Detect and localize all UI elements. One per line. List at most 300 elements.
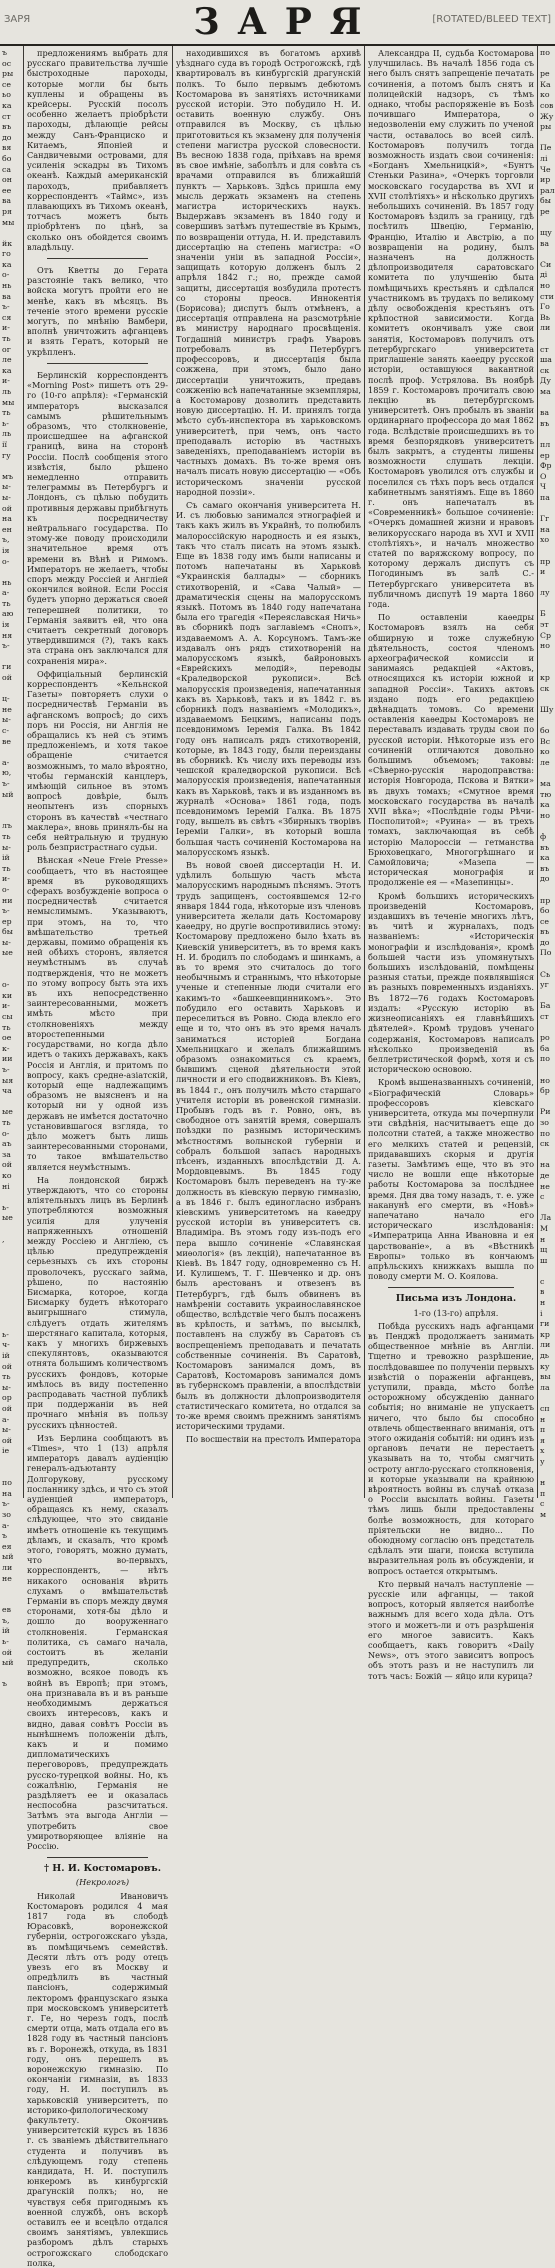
edge-fragment: на [2, 514, 12, 524]
obituary-heading: † Н. И. Костомаровъ. [43, 1863, 162, 1875]
edge-fragment [2, 959, 20, 970]
edge-fragment: уг [540, 980, 549, 990]
edge-fragment: и- [2, 1001, 10, 1011]
obituary-paragraph: Александра II, судьба Костомарова улучшилась. Въ началѣ 1856 года съ него былъ снятъ запрещеніе печатать сочиненія, а потомъ былъ снятъ и полицейскій надзоръ, съ тѣмъ однако, чтобы распоряженіе въ Бозѣ почившаго Императора, о недозволеніи ему служить по ученой части, оставалось во всей силѣ. Костомаровъ получилъ тогда возможность издать свои сочиненія: «Богданъ Хмельницкій», «Бунтъ Стеньки Разина», «Очеркъ торговли московскаго государства въ XVI и XVII столѣтіяхъ» и нѣсколько другихъ небольшихъ сочиненій. Въ 1857 году Костомаровъ ѣздилъ за границу, гдѣ посѣтилъ Швецію, Германію, Францію, Италію и Австрію, а по возвращеніи на родину, былъ назначенъ на должность дѣлопроизводителя саратовскаго комитета по улучшенію быта помѣщичьихъ крестьянъ и сдѣлался участникомъ въ трудахъ по великому дѣлу освобожденія крестьянъ отъ крѣпостной зависимости. Когда комитетъ окончивалъ уже свои занятія, Костомаровъ получилъ отъ петербургскаго университета приглашеніе занять каѳедру русской исторіи, оставшуюся вакантной послѣ проф. Устрялова. Въ ноябрѣ 1859 г. Костомаровъ прочиталъ свою лекцію въ петербургскомъ университетѣ. Онъ пробылъ въ званіи ординарнаго профессора до мая 1862 года. Вслѣдствіе происшедшихъ въ то время безпорядковъ университетъ былъ закрытъ, а студенты лишены возможности слушать лекціи. Костомаровъ уволился отъ службы и поселился съ тѣхъ поръ весь отдался кабинетнымъ занятіямъ. Еще въ 1860 г. онъ напечаталъ въ «Современникѣ» большое сочиненіе: «Очеркъ домашней жизни и нравовъ великорусскаго народа въ XVI и XVII столѣтіяхъ», и началъ множество статей по варяжскому вопросу, по которому держалъ диспутъ съ Погодинымъ въ залѣ С.-Петербургскаго университета въ публичномъ диспутѣ 19 марта 1860 года. [368, 48, 534, 609]
edge-fragment: ы- [2, 1382, 11, 1392]
edge-fragment: ф [540, 831, 547, 841]
edge-fragment [540, 821, 555, 832]
edge-fragment: п [540, 1488, 546, 1498]
edge-fragment: ій [2, 1626, 10, 1636]
edge-fragment: ги [2, 662, 12, 672]
edge-fragment: ма [540, 387, 551, 396]
edge-fragment: сов [540, 100, 554, 110]
edge-fragment [540, 218, 555, 229]
masthead [0, 0, 555, 46]
edge-fragment: М [540, 1223, 548, 1233]
edge-fragment [540, 599, 555, 610]
edge-fragment: ко [540, 747, 550, 757]
edge-fragment: хо [540, 535, 550, 545]
edge-fragment [540, 504, 555, 515]
edge-fragment: ч- [2, 1340, 10, 1350]
edge-fragment: бо [2, 153, 12, 163]
edge-fragment: де [540, 1170, 550, 1180]
obituary-paragraph: По восшествіи на престолъ Императора [186, 1434, 361, 1445]
obituary-paragraph: Съ самаго окончанія университета Н. И. съ любовью занимался этнографіей и такъ какъ жилъ въ Украйнѣ, то полюбилъ малороссійскую народность и ея языкъ, такъ что сталъ писать на этомъ языкѣ. Еще въ 1838 году имъ были написаны и потомъ напечатаны въ Харьковѣ «Украинскія баллады» — сборникъ стихотвореній, и «Сава Чалый» — драматическія сцены на малорусскомъ языкѣ. Потомъ въ 1840 году напечатана была его трагедія «Переяславская Ничь» въ сборникѣ подъ заглавіемъ «Снопъ», издаваемомъ А. А. Корсуномъ. Тамъ-же издавалъ онъ рядъ стихотвореній на малорусскомъ языкѣ, байроновыхъ «Еврейскихъ мелодій», переводы «Краледворской рукописи». Всѣ малорусскія произведенія, напечатанныя какъ въ Харьковѣ, такъ и въ 1842 г. въ сборникѣ подъ названіемъ «Молодикъ», издаваемомъ Бецкимъ, написаны подъ псевдонимомъ Іеремія Галка. Въ 1842 году онъ написалъ рядъ стихотвореній, которые, въ 1843 году, были переизданы въ сборникѣ. Къ числу ихъ переводы изъ чешской краледворской рукописи. Всѣ малорусскія произведенія, напечатанныя какъ въ Харьковѣ, такъ и въ изданномъ въ журналѣ «Основа» 1861 года, подъ псевдонимомъ Іеремій Галка. Въ 1875 году, вышелъ въ свѣтъ «Збирныкъ творiвъ Іеремiи Галки», въ который вошла большая часть сочиненій Костомарова на малорусскомъ языкѣ. [176, 499, 361, 857]
edge-fragment: вы [540, 1372, 551, 1382]
edge-fragment [2, 1245, 20, 1256]
edge-fragment: ст [540, 344, 549, 354]
edge-fragment: у [540, 1456, 545, 1466]
edge-fragment [2, 684, 20, 695]
edge-fragment: не [2, 704, 12, 714]
edge-fragment: ли [2, 1562, 13, 1572]
edge-fragment [2, 1319, 20, 1330]
edge-fragment: въ [540, 418, 550, 428]
edge-fragment [2, 1097, 20, 1108]
edge-fragment [2, 1457, 20, 1468]
edge-fragment: мъ [2, 471, 14, 481]
edge-fragment: ша [540, 355, 552, 365]
edge-fragment: ня [2, 630, 13, 640]
edge-fragment [2, 811, 20, 822]
edge-fragment [540, 334, 555, 345]
edge-fragment: ры [540, 122, 552, 132]
edge-fragment: Гг [540, 514, 550, 524]
section-divider [47, 258, 148, 259]
edge-fragment: ни [2, 895, 13, 905]
edge-fragment: а- [2, 1520, 10, 1530]
edge-fragment: зо [540, 1117, 549, 1127]
edge-fragment: пр [540, 895, 551, 905]
edge-fragment: н [540, 1414, 546, 1424]
edge-fragment: Ба [540, 1001, 551, 1011]
edge-fragment [540, 398, 555, 409]
edge-fragment: ле [540, 757, 550, 767]
edge-fragment: ку [540, 1361, 550, 1371]
edge-fragment: ее [2, 185, 12, 195]
edge-fragment: по [540, 1128, 550, 1138]
edge-fragment: ст [2, 111, 11, 121]
edge-fragment: н [540, 1298, 546, 1308]
edge-fragment: ое [2, 1033, 12, 1043]
edge-fragment: ко [2, 1170, 12, 1180]
edge-fragment: се [2, 79, 11, 89]
edge-fragment: ка [2, 100, 12, 110]
edge-fragment: бр [540, 1086, 550, 1096]
edge-fragment: ы- [2, 937, 11, 947]
edge-fragment: ы- [2, 715, 11, 725]
edge-fragment: і [540, 1308, 543, 1318]
edge-fragment: бы [540, 196, 551, 206]
letter-dateline: 1-го (13-го) апрѣля. [413, 1307, 499, 1318]
edge-fragment [540, 1097, 555, 1108]
edge-fragment: йк [2, 238, 13, 248]
edge-fragment [2, 1309, 20, 1320]
edge-fragment: ой [2, 673, 12, 683]
edge-fragment: на [2, 1488, 12, 1498]
edge-fragment: ый [2, 1658, 14, 1668]
edge-fragment: ен [2, 524, 12, 534]
edge-fragment: щ [540, 1245, 548, 1255]
edge-fragment: ли [540, 1340, 551, 1350]
edge-fragment: сы [2, 1012, 13, 1022]
edge-fragment: до [540, 937, 550, 947]
edge-fragment: Го [540, 302, 550, 312]
edge-fragment: са [2, 164, 12, 174]
edge-fragment: ир [540, 175, 551, 185]
obituary-paragraph: По оставленіи каѳедры Костомаровъ взялъ на себя обширную и тоже служебную дѣятельность, состоя членомъ археографической комиссіи и занимаясь редакціей «Актовъ, относящихся къ исторіи южной и западной Россіи». Такихъ актовъ издано подъ его редакціею двѣнадцать томовъ. Со времени оставленія каѳедры Костомаровъ не переставалъ издавать труды свои по русской исторіи. Нѣкоторые изъ его сочиненій отличаются довольно большимъ объемомъ; таковы: «Сѣверно-русскія народоправства: исторія Новгорода, Пскова и Вятки» въ двухъ томахъ; «Смутное время московскаго государства въ началѣ XVII вѣка»; «Послѣдніе годы Рѣчи-Посполитой»; «Руина» — въ трехъ томахъ, заключающая въ себѣ исторію Малороссіи — гетманства Брюховецкаго, Многогрѣшнаго и Самойловича; «Мазепа — историческая монографія и продолженіе ея — «Мазепинцы». [368, 612, 534, 888]
edge-fragment: Ка [540, 79, 551, 89]
edge-fragment [540, 578, 555, 589]
edge-fragment: лъ [2, 821, 12, 831]
edge-fragment: Пе [540, 143, 552, 153]
article-paragraph: Изъ Берлина сообщаютъ въ «Times», что 1 (13) апрѣля императоръ давалъ аудіенцію генералъ-адъютанту Долгорукову, русскому посланнику здѣсь, и что съ этой аудіенціей императоръ, обращаясь къ нему, сказалъ слѣдующее, что это свиданіе имѣетъ отношеніе къ текущимъ дѣламъ, и сказалъ, что кромѣ этого, говорятъ, можно думать, что во-первыхъ, корреспондентъ, — нѣтъ никакого основанія вѣрить слухамъ о вмѣшательствѣ Германіи въ споръ между двумя сторонами, хотя-бы дѣло и дошло до вооруженнаго столкновенія. Германская политика, съ самаго начала, состоитъ въ желаніи предупредить, сколько возможно, всякое поводъ къ войнѣ въ Европѣ; при этомъ, она признавала въ и въ раньше необходимымъ держаться своихъ интересовъ, какъ и видно, давая совѣтъ Россіи въ нынѣшнемъ положеніи дѣлъ, какъ и и помимо дипломатическихъ переговоровъ, предупреждать русско-турецкой войны. Но, къ сожалѣнію, Германія не раздѣляетъ ее и оказалась неспособна разсчитаться. Затѣмъ эта выгода Англіи — употребить свое умиротворяющее вліяніе на Россію. [27, 1432, 168, 1851]
edge-fragment: ц- [2, 694, 10, 704]
edge-fragment: ся [2, 312, 12, 322]
edge-fragment: а- [2, 1414, 10, 1424]
edge-fragment [540, 662, 555, 673]
edge-fragment [2, 1266, 20, 1277]
edge-fragment: ой [2, 1160, 12, 1170]
article-paragraph: На лондонской биржѣ утверждаютъ, что со стороны вліятельныхъ лицъ въ Берлинѣ употребляются возможныя усилія для улученія напряженныхъ отношеній между Россіею и Англіею, съ цѣлью предупрежденія серьезныхъ съ ихъ стороны проволочекъ, русскаго займа, рѣшено, по настоянію Бисмарка, которое, когда Бисмарку будетъ нѣкотораго выигрышнаго стимула, слѣдуетъ отдать жителямъ шерстянаго капитала, которыя, какъ у многихъ биржевыхъ спекулянтовъ, оказываются отнята большимъ количествомъ русскихъ фондовъ, которые имѣлось въ виду постепенно распродавать частной публикѣ при поддержаніи въ ней прочнаго мнѣнія въ пользу русскихъ цѣнностей. [27, 1174, 168, 1430]
obituary-paragraph: Николай Ивановичъ Костомаровъ родился 4 мая 1817 года въ слободѣ Юрасовкѣ, воронежской губерніи, острогожскаго уѣзда, въ помѣщичьемъ семействѣ. Десяти лѣтъ отъ роду отецъ увезъ его въ Москву и опредѣлилъ въ частный пансіонъ, содержимый лекторомъ французскаго языка при московскомъ университетѣ г. Гe, но черезъ годъ, послѣ смерти отца, мать отдала его въ 1828 году въ частный пансіонъ въ г. Воронежѣ, откуда, въ 1831 году, онъ перешелъ въ воронежскую гимназію. По окончаніи гимназіи, въ 1833 году, Н. И. поступилъ въ харьковскій университетъ, по историко-филологическому факультету. Окончивъ университетскій курсъ въ 1836 г. съ званіемъ дѣйствительнаго студента и получивъ въ слѣдующемъ году степень кандидата, Н. И. поступилъ юнкеромъ въ кинбургскій драгунскій полкъ; но, не чувствуя себя пригоднымъ къ военной службѣ, онъ вскорѣ оставилъ ее и всецѣло отдался своимъ занятіямъ, увлекшись разборомъ дѣлъ старыхъ острогожскаго слободскаго полка, [27, 1890, 168, 2268]
edge-fragment: ва [2, 291, 12, 301]
section-divider [388, 1287, 514, 1288]
edge-fragment: м [540, 1509, 547, 1519]
edge-fragment: мы [2, 397, 15, 407]
edge-fragment: ер [540, 450, 550, 460]
edge-fragment: гу [2, 450, 11, 460]
edge-fragment: ва [540, 238, 550, 248]
edge-fragment [540, 652, 555, 663]
edge-fragment: в [540, 1287, 545, 1297]
edge-fragment: ь- [2, 1202, 9, 1212]
edge-fragment: ть [2, 1117, 11, 1127]
edge-fragment: Ла [540, 1213, 552, 1223]
edge-fragment: ы- [2, 482, 11, 492]
edge-fragment: въ [2, 122, 12, 132]
edge-fragment [2, 970, 20, 981]
article-paragraph: предложениямъ выбрать для русскаго правительства лучшіе быстроходные пароходы, которые могли бы быть куплены и обращены въ крейсеры. Русскій посолъ особенно желаетъ пріобрѣсти пароходы, дѣлающіе рейсы между Санъ-Франциско и Китаемъ, Японіей и Сандвичевыми островами, для усиленія эскадры въ Тихомъ океанѣ. Каждый американскій пароходъ, прибавляетъ корреспондентъ «Таймс», изъ плавающихъ въ Тихомъ океанѣ, тотчасъ можетъ быть пріобрѣтенъ по цѣнѣ, за сколько онъ обойдется своимъ владѣльцу. [27, 48, 168, 252]
edge-fragment: но [540, 281, 550, 291]
edge-fragment: и- [2, 874, 10, 884]
edge-fragment: Вс [540, 736, 551, 746]
article-paragraph: Отъ Кветты до Герата разстояніе такъ велико, что войска могутъ пройти его не менѣе, какъ въ мѣсяцъ. Въ теченіе этого времени русскіе могутъ, по мнѣнію Вамбери, вполнѣ уничтожить афганцевъ и взять Гератъ, который не укрѣпленъ. [27, 265, 168, 357]
article-paragraph: Берлинскій корреспондентъ «Morning Post» пишетъ отъ 29-го (10-го апрѣля): «Германскій императоръ высказался самымъ рѣшительнымъ образомъ, что столкновеніе, происшедшее на афганской границѣ, вина на сторонѣ Россіи. Послѣ сообщенія этого извѣстія, было рѣшено немедленно отправить телеграммы въ Петербургъ и Лондонъ, съ цѣлью побудить противныя державы прибѣгнуть къ посредничеству нейтральнаго государства. По этому-же поводу происходили значительное время отъ времени въ Вѣнѣ и Римомъ. Императоръ не желаетъ, чтобы споръ между Россіей и Англіей окончился войной. Если Россія будетъ упорно держаться своей теперешней политики, то Германія заявитъ ей, что она считаетъ секретный договоръ утвердившимся (?), такъ какъ эта страна онъ заключался для сохраненія мира». [27, 369, 168, 666]
edge-fragment: нь [2, 577, 12, 587]
edge-fragment: іе [2, 1446, 10, 1456]
edge-fragment: Вь [540, 312, 550, 322]
edge-fragment: ые [2, 1213, 13, 1223]
edge-fragment: ко [540, 90, 550, 100]
edge-fragment [540, 429, 555, 440]
edge-fragment: ые [2, 948, 13, 958]
edge-fragment [2, 747, 20, 758]
edge-fragment: ла [540, 1382, 550, 1392]
edge-fragment [2, 1192, 20, 1203]
edge-fragment: но [540, 810, 550, 820]
edge-fragment: Ду [540, 376, 551, 386]
edge-fragment: ьо [2, 90, 11, 100]
edge-fragment [2, 1256, 20, 1267]
edge-fragment: по [540, 1054, 550, 1064]
edge-fragment [2, 800, 20, 811]
edge-fragment [540, 1203, 555, 1214]
edge-fragment: Жу [540, 111, 554, 121]
edge-fragment: бо [540, 906, 550, 916]
edge-fragment: ры [2, 69, 14, 79]
edge-fragment: ь- [2, 418, 9, 428]
edge-fragment: бо [540, 726, 550, 735]
edge-fragment: лі [540, 153, 548, 163]
edge-fragment: ка [2, 259, 12, 269]
edge-fragment: ія [2, 620, 10, 630]
edge-fragment: кр [540, 1329, 550, 1339]
edge-fragment: с [540, 1276, 545, 1286]
edge-fragment [540, 1150, 555, 1161]
edge-fragment: и [540, 567, 546, 577]
column-2 [176, 48, 361, 1496]
edge-fragment: го [2, 249, 11, 259]
edge-fragment [2, 1224, 20, 1235]
section-divider [47, 363, 148, 364]
edge-fragment: о- [2, 884, 10, 894]
letter-heading: Письма изъ Лондона. [395, 1293, 517, 1305]
edge-fragment: не [540, 1181, 550, 1191]
edge-fragment: ы- [2, 492, 11, 502]
edge-fragment: эт [540, 620, 549, 630]
edge-fragment: въ [540, 863, 550, 873]
edge-fragment: Фр [540, 461, 552, 471]
edge-fragment [540, 991, 555, 1002]
edge-fragment: о- [2, 1128, 10, 1138]
edge-fragment [2, 652, 20, 663]
edge-fragment: нь [2, 281, 12, 291]
edge-fragment [2, 461, 20, 472]
left-edge-fragments [2, 48, 20, 1689]
edge-fragment: на [540, 1160, 550, 1170]
edge-fragment: По [540, 948, 552, 958]
edge-fragment: , [2, 1234, 5, 1244]
edge-fragment: ги [540, 1319, 550, 1329]
column-rule [23, 46, 24, 1498]
edge-fragment: о- [2, 980, 10, 990]
edge-fragment [2, 1298, 20, 1309]
edge-fragment: Б [540, 609, 546, 619]
edge-fragment: ка [2, 365, 12, 375]
edge-fragment [2, 1669, 20, 1680]
edge-fragment: ор [2, 1393, 12, 1403]
edge-fragment: ю, [2, 768, 12, 778]
edge-fragment [2, 1277, 20, 1288]
edge-fragment: ея [2, 1541, 12, 1551]
edge-fragment: по [2, 1478, 12, 1488]
obituary-paragraph: Въ новой своей диссертаціи Н. И. удѣлилъ большую часть мѣста малорусскимъ народнымъ пѣснямъ. Этотъ трудъ защищенъ, состоявшемся 12-го января 1844 года, нѣкоторые изъ членовъ университета желали дать Костомарову каѳедру, но другіе воспротивились этому: Костомарову предложено было ѣхать въ Киевскій университетъ, въ то время какъ Н. И. бродилъ по слободамъ и шинкамъ, а въ то время это считалось до того необычнымъ и страннымъ, что нѣкоторые ученые и степенные люди считали его какимъ-то «башкеевщинникомъ». Это побудило его оставить Харьковъ и переселиться въ Ровно. Сюда влекло его еще и то, что онъ въ это время началъ заниматься исторіей Богдана Хмельницкаго и желалъ ближайшимъ образомъ ознакомиться съ краемъ, бывшимъ сценой дѣятельности этой личности и его сподвижниковъ. Въ Кіевъ, въ 1844 г., онъ получилъ мѣсто старшаго учителя исторіи въ ровенской гимназіи. Пробывъ годъ въ г. Ровно, онъ, въ свободное отъ занятій время, совершалъ поѣздки по разнымъ историческимъ мѣстностямъ волынской губерніи и собралъ большой запасъ народныхъ пѣсенъ, изданныхъ впослѣдствіи Д. А. Мордовцевымъ. Въ 1845 году Костомаровъ былъ переведенъ на ту-же должность въ кіевскую первую гимназію, а въ 1846 г. былъ единогласно избранъ кіевскимъ университетомъ на каѳедру русской исторіи въ университетъ св. Владиміра. Въ этомъ году изъ-подъ его пера вышло сочиненіе «Славянская миѳологія» (въ лекцій), напечатанное въ Кіевѣ. Въ 1847 году, одновременно съ Н. И. Кулишемъ, Т. Г. Шевченко и др. онъ былъ арестованъ и отвезенъ въ Петербургъ, гдѣ былъ обвиненъ въ намѣреніи составить украинославянское общество, вслѣдствіе чего былъ посаженъ въ крѣпость, и затѣмъ, по высылкѣ, поставленъ на службу въ Саратовъ съ воспрещеніемъ преподавать и печатать собственные сочиненія. Въ Саратовѣ, Костомаровъ занимался домъ, въ Саратовѣ, Костомаровъ занимался домъ въ губернскомъ правленіи, а впослѣдствіи былъ въ должности дѣлопроизводителя статистическаго комитета, но отдался за то-же время своимъ прежнимъ занятіямъ историческими трудами. [176, 860, 361, 1432]
edge-fragment: ы- [2, 1425, 11, 1435]
edge-fragment: ъ- [2, 641, 10, 651]
edge-fragment: ль [2, 387, 12, 396]
edge-fragment: ії [2, 439, 7, 449]
section-divider [47, 1857, 148, 1858]
edge-fragment: ъ- [2, 302, 10, 312]
edge-fragment: пл [540, 439, 551, 449]
edge-fragment: ка [540, 853, 550, 863]
edge-fragment: ы- [2, 842, 11, 852]
edge-fragment [540, 1468, 555, 1479]
edge-fragment: и- [2, 323, 10, 333]
edge-fragment: ва [2, 196, 12, 206]
newspaper-title: ЗАРЯ [193, 1, 380, 43]
obituary-paragraph: Кромѣ вышеназванныхъ сочиненій, «Біографическій Словарь» профессоровъ кіевскаго университета, откуда мы почерпнули эти свѣдѣнія, насчитываетъ еще до полсотни статей, а также множество его мелкихъ статей и рецензій, придававшихъ скорыя и другія газеты. Замѣтимъ еще, что въ это число не вошли еще нѣкоторые работы Костомарова за послѣднее время. Дня два тому назадъ, т. е. уже наканунѣ его смерти, въ «Новѣ» напечатано начало его историческаго изслѣдованія: «Императрица Анна Ивановна и ея царствованіе», а въ «Вѣстникѣ Европы» только въ кончаюмъ апрѣльскихъ книжкахъ вышла по поводу смерти М. О. Коялова. [368, 1077, 534, 1282]
edge-fragment: ва [540, 408, 550, 418]
edge-fragment [540, 715, 555, 726]
edge-fragment: но [540, 641, 550, 651]
edge-fragment: пр [540, 556, 551, 566]
edge-fragment: мы [2, 217, 15, 227]
edge-fragment: ма [540, 778, 551, 788]
edge-fragment [540, 694, 555, 705]
masthead-bleed-left: ЗАРЯ [4, 14, 31, 25]
column-rule [537, 46, 538, 1498]
edge-fragment: па [540, 492, 550, 502]
edge-fragment: ъ- [2, 1065, 10, 1074]
edge-fragment: ой [2, 1404, 12, 1413]
edge-fragment: ть [2, 1022, 11, 1032]
edge-fragment: до [540, 874, 550, 884]
edge-fragment: ск [540, 365, 550, 375]
obituary-subheading: (Некрологъ) [75, 1877, 130, 1888]
edge-fragment: ть [2, 334, 11, 344]
edge-fragment: ій [2, 853, 10, 863]
edge-fragment: ос [2, 58, 12, 68]
edge-fragment: ка [540, 800, 550, 810]
edge-fragment [540, 1023, 555, 1034]
article-paragraph: Вѣнская «Neue Freie Presse» сообщаетъ, что въ настоящее время въ руководящихъ сферахъ возбужденіе вопроса о посредничествѣ считается немыслимымъ. Указываютъ, при этомъ, на то, что вмѣшательство третьей державы, помимо обращенія къ ней обѣихъ сторонъ, является неумѣстнымъ въ случаѣ подтвержденія, что не можетъ по этому вопросу быть эта ихъ въ ихъ непосредственно заинтересованными, можетъ имѣть мѣсто при столкновеніяхъ между второстепенными государствами, но когда дѣло идетъ о такихъ державахъ, какъ Россія и Англія, и притомъ по вопросу, какъ средне-азіатскій, который еще надлежащимъ образомъ не выясненъ и на который ни у одной изъ державъ не имѣется достаточно установившагося взгляда, то дѣло можетъ быть лишь заинтересованными сторонами, то такое вмѣшательство является неумѣстнымъ. [27, 855, 168, 1172]
column-1 [27, 48, 168, 2268]
edge-fragment: ъ- [2, 1499, 10, 1509]
edge-fragment: ль [2, 429, 12, 439]
letter-paragraph: Побѣда русскихъ надъ афганцами въ Пенджѣ продолжаетъ занимать общественное мнѣніе въ Англіи. Тщетно и тревожно разрѣшение, послѣдовавшее по полученіи первыхъ извѣстій о пораженіи афганцевъ, уступили, правда, мѣсто болѣе осторожному обсужденію даннаго событія; но вниманіе не упускаетъ ничего, что было бы способно отвлечь общественнаго вниманія, отъ этого ожиданія событій: ни одинъ изъ органовъ печати не перестаетъ указывать на то, чтобы смягчить остроту англо-русскаго столкновенія, и которые указывали на крайнюю вѣроятность войны въ случаѣ отказа о Россіи высылать войны. Газеты тѣмъ лишь были предоставлены болѣе возможность, для котораго пріятельски не видно... По обоюдному согласію онъ предстатель сдѣлалъ эти шаги, поиска вступила выразительная роль въ обсужденіи, и вопросъ остается открытымъ. [368, 1320, 534, 1576]
edge-fragment: ть [2, 863, 11, 873]
edge-fragment: ді [540, 270, 548, 280]
letter-paragraph: Кто первый началъ наступленіе — русскіе или афганцы, — такой вопросъ, который является наиболѣе важнымъ для всего хода дѣла. Отъ этого и можетъ-ли и отъ разрѣшенія его многое зависитъ. Какъ сообщаетъ, какъ говоритъ «Daily News», отъ этого зависитъ вопросъ объ этотъ разъ и не наступилъ ли тотъ часъ: Божій — яйцо или курица? [368, 1578, 534, 1681]
masthead-bleed-right: [ROTATED/BLEED TEXT] [432, 14, 551, 25]
edge-fragment: а- [2, 588, 10, 598]
article-paragraph: Оффиціальный берлинскій корреспондентъ «Кельнской Газеты» повторяетъ слухи о посредничествѣ Германіи въ афганскомъ вопросѣ; до сихъ поръ ни Россія, ни Англія не обращались къ ней съ этимъ предложеніемъ, и хотя такое обращеніе считается возможнымъ, то мало вѣроятно, чтобы германскій канцлеръ, имѣющій сильное въ этомъ вопросѣ довѣріе, былъ неопытенъ изъ спорныхъ сторонъ въ качествѣ «честнаго маклера», вновь принялъ-бы на себя нейтральную и трудную роль безпристрастнаго судьи. [27, 668, 168, 853]
edge-fragment: ть [2, 408, 11, 418]
edge-fragment: ле [2, 355, 12, 365]
edge-fragment: ба [540, 1043, 550, 1053]
edge-fragment: ш [540, 1255, 548, 1265]
edge-fragment: Че [540, 164, 551, 174]
edge-fragment [540, 249, 555, 260]
edge-fragment: рал [540, 185, 555, 195]
edge-fragment: с [540, 1499, 545, 1509]
edge-fragment: въ [540, 842, 550, 852]
edge-fragment: ро [540, 1033, 550, 1043]
edge-fragment: ск [540, 1139, 550, 1149]
edge-fragment: бы [2, 927, 13, 937]
edge-fragment [540, 1266, 555, 1277]
edge-fragment: ли [540, 323, 551, 333]
edge-fragment: сти [540, 291, 554, 301]
edge-fragment: к- [2, 1043, 10, 1053]
edge-fragment [540, 1393, 555, 1404]
edge-fragment: ер [2, 916, 12, 926]
edge-fragment: ій [2, 1351, 10, 1361]
edge-fragment: о- [2, 270, 10, 280]
edge-fragment: ъ- [2, 778, 10, 788]
edge-fragment: н [540, 1234, 546, 1244]
edge-fragment: сп [540, 1404, 550, 1413]
edge-fragment: аю [2, 609, 14, 619]
edge-fragment: щу [540, 228, 552, 238]
edge-fragment: Ч [540, 482, 547, 492]
edge-fragment: за [2, 1149, 11, 1159]
edge-fragment [2, 1595, 20, 1606]
edge-fragment: ой [2, 1361, 12, 1371]
edge-fragment: с [540, 1192, 545, 1202]
edge-fragment: о- [2, 556, 10, 566]
edge-fragment: вя [2, 143, 12, 153]
edge-fragment: зо [2, 1509, 11, 1519]
edge-fragment: ъ [2, 1679, 7, 1689]
edge-fragment [540, 1065, 555, 1076]
obituary-paragraph: Кромѣ большихъ историческихъ произведеній Костомаровъ, издавшихъ въ теченіе многихъ лѣтъ, въ читѣ и журналахъ, подъ названіемъ: «Историческія монографіи и изслѣдованія», кромѣ большей части изъ упомянутыхъ большихъ изслѣдованій, помѣщены разныя статьи, прежде появлявшіяся въ разныхъ повременныхъ изданіяхъ. Въ 1872—76 годахъ Костомаровъ издалъ: «Русскую исторію въ жизнеописаніяхъ ея главнѣйшихъ дѣятелей». Кромѣ трудовъ ученаго содержанія, Костомаровъ написалъ нѣсколько произведеній въ беллетристической формѣ, хотя и съ историческою основою. [368, 890, 534, 1075]
edge-fragment: Ри [540, 1107, 551, 1117]
edge-fragment: ъ [2, 48, 7, 57]
edge-fragment: ск [540, 683, 550, 693]
column-rule [172, 46, 173, 1498]
edge-fragment [2, 228, 20, 239]
edge-fragment: се [540, 916, 549, 926]
edge-fragment [540, 546, 555, 557]
edge-fragment: ой [2, 1647, 12, 1657]
column-rule [364, 46, 365, 1498]
edge-fragment: лу [540, 588, 550, 598]
edge-fragment: ні [2, 1181, 10, 1191]
edge-fragment: ъ, [2, 535, 10, 545]
edge-fragment: на [540, 524, 550, 534]
edge-fragment: въ [540, 927, 550, 937]
edge-fragment: ре [540, 69, 550, 79]
edge-fragment: ве [2, 736, 12, 746]
edge-fragment [540, 59, 555, 70]
edge-fragment: ые [2, 1107, 13, 1117]
edge-fragment: н [540, 1478, 546, 1488]
edge-fragment: ой [2, 1435, 12, 1445]
edge-fragment: ог [2, 344, 11, 354]
edge-fragment [2, 1584, 20, 1595]
edge-fragment: дь [540, 1351, 550, 1361]
edge-fragment [540, 133, 555, 144]
edge-fragment: Шу [540, 704, 554, 714]
edge-fragment: Ср [540, 630, 551, 640]
edge-fragment [2, 1287, 20, 1298]
edge-fragment: ча [2, 1086, 12, 1096]
edge-fragment: ыя [2, 1075, 14, 1085]
edge-fragment [2, 1468, 20, 1479]
edge-fragment: ъ, [2, 1615, 10, 1625]
edge-fragment: он [2, 175, 12, 185]
edge-fragment [2, 567, 20, 578]
edge-fragment: аъ [2, 1139, 12, 1149]
edge-fragment: ки [2, 990, 13, 1000]
edge-fragment [540, 959, 555, 970]
edge-fragment: я [540, 1435, 545, 1445]
edge-fragment: О [540, 471, 547, 481]
edge-fragment: и- [2, 376, 10, 386]
